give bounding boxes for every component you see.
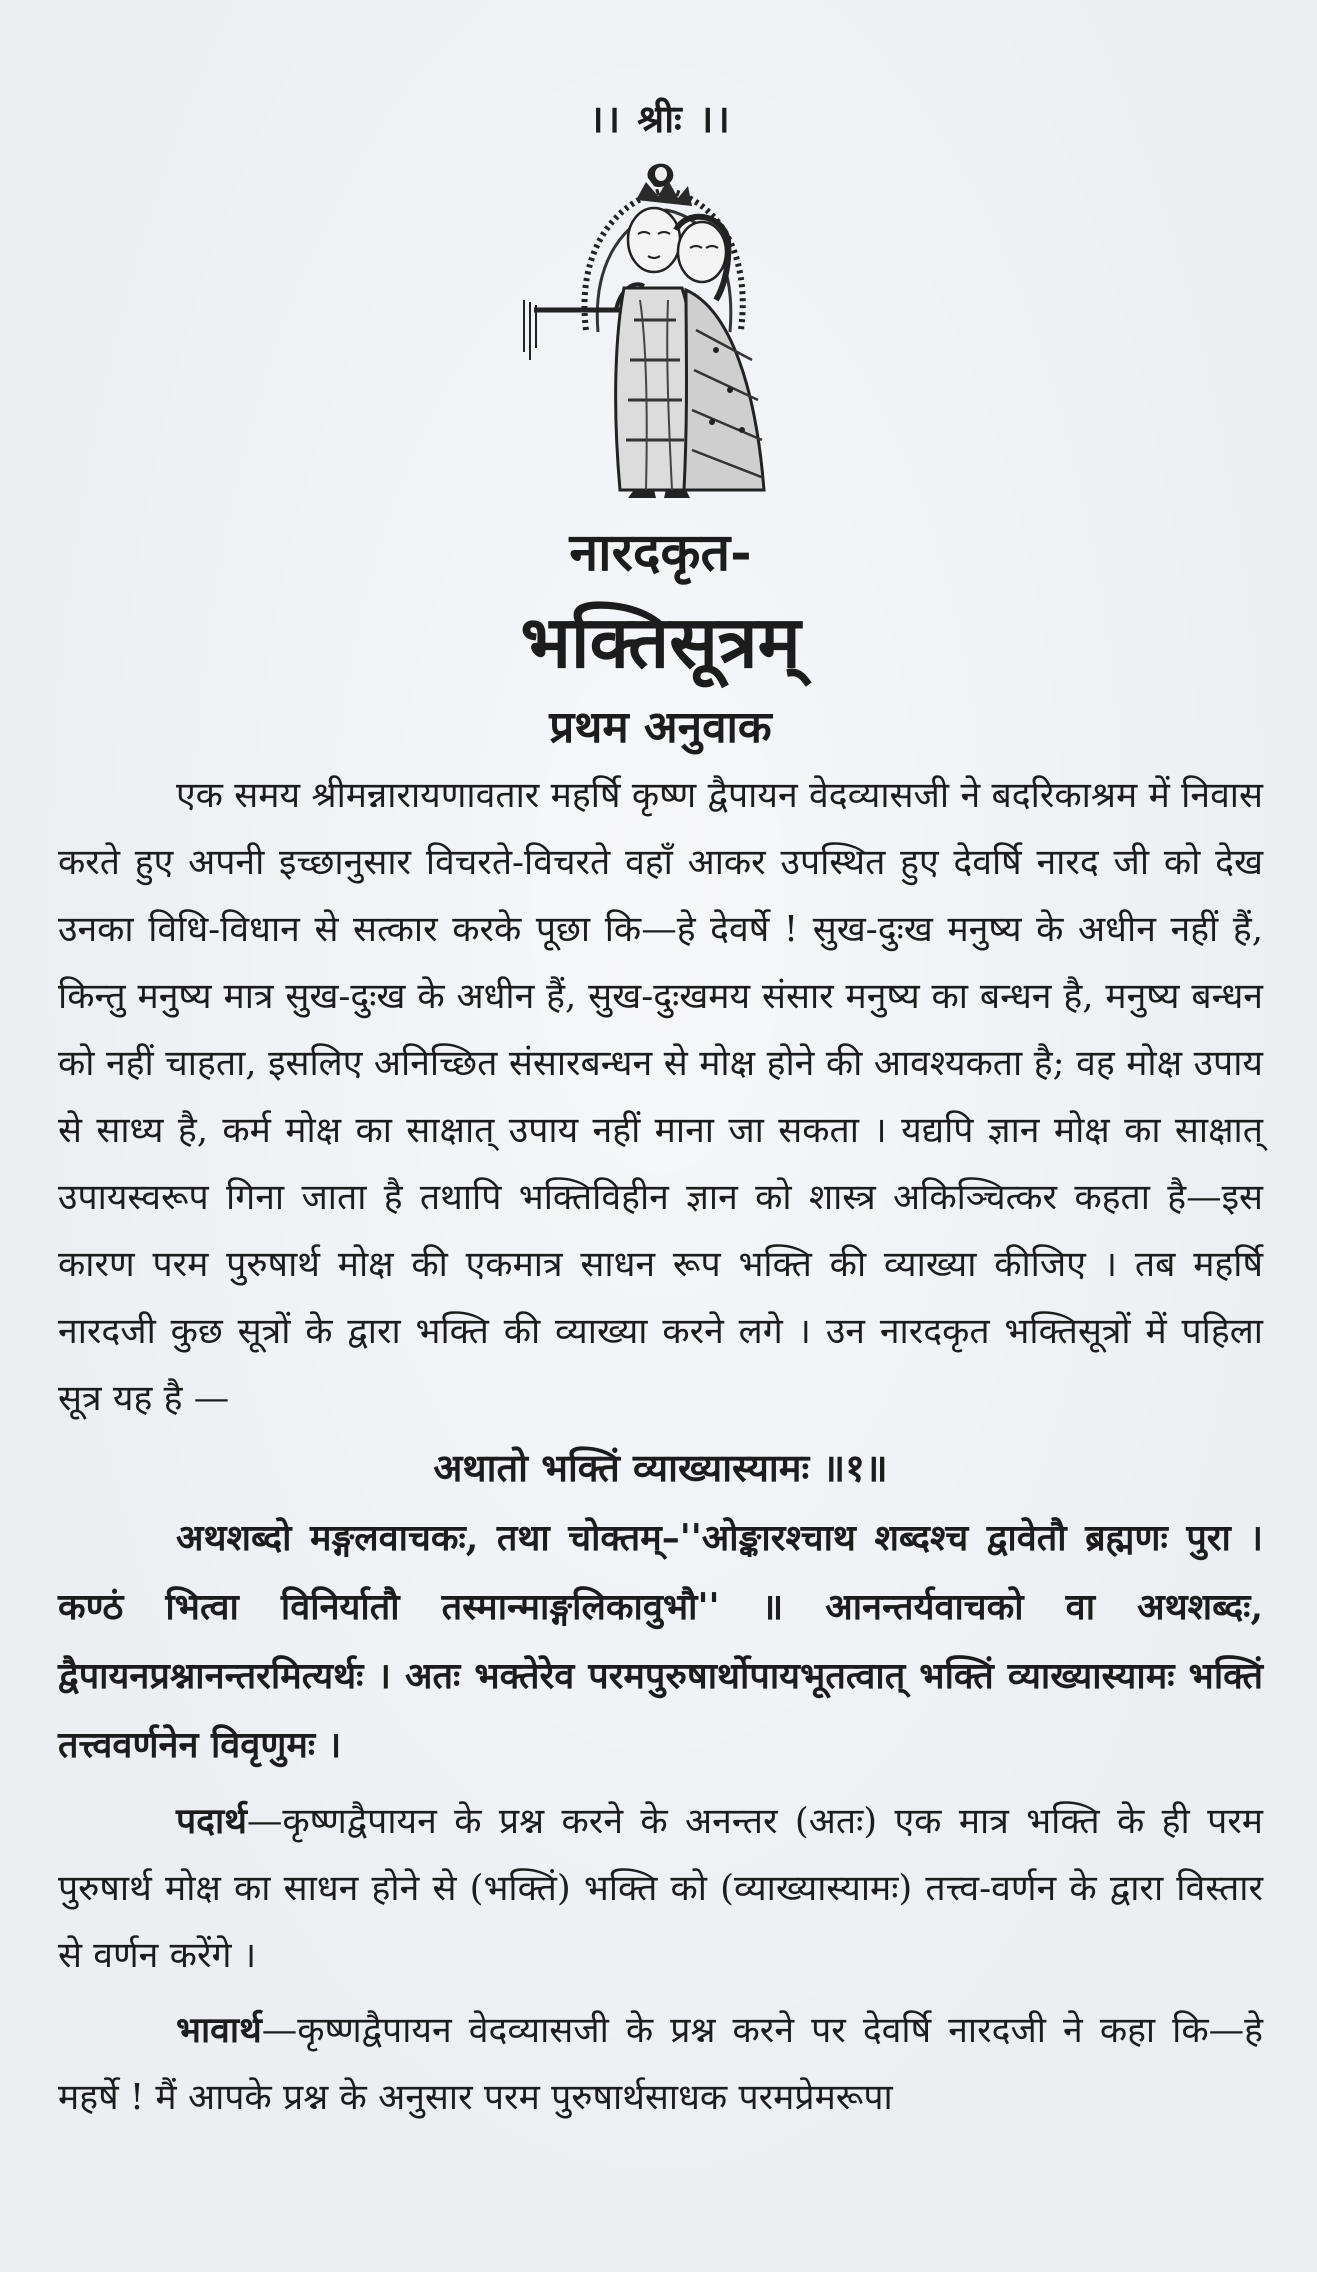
sanskrit-commentary: अथशब्दो मङ्गलवाचकः, तथा चोक्तम्–''ओङ्कारश्चाथ शब्दश्च द्वावेतौ ब्रह्मणः पुरा । कण्ठं भित्वा विनिर्यातौ तस्मान्माङ्गलिकावुभौ'' ॥ आनन्तर्यवाचको वा अथशब्दः, द्वैपायनप्रश्नानन्तरमित्यर्थः । अतः भक्तेरेव परमपुरुषार्थोपायभूतत्वात् भक्तिं व्याख्यास्यामः भक्तिं तत्त्ववर्णनेन विवृणुमः ।: [58, 1517, 1263, 1766]
page-title: भक्तिसूत्रम्: [520, 599, 801, 684]
radha-krishna-illustration: [516, 160, 806, 500]
bhavartha-label: भावार्थ: [176, 2010, 262, 2051]
section-title: प्रथम अनुवाक: [549, 702, 772, 753]
invocation: ।। श्रीः ।।: [589, 96, 732, 141]
padartha-label: पदार्थ: [176, 1801, 247, 1842]
sutra-verse: अथातो भक्तिं व्याख्यास्यामः ॥१॥: [433, 1445, 888, 1490]
bhavartha-paragraph: [58, 1997, 1263, 2131]
title-prefix: नारदकृत-: [569, 522, 752, 583]
bhavartha-text: —कृष्णद्वैपायन वेदव्यासजी के प्रश्न करने पर देवर्षि नारदजी ने कहा कि—हे महर्षे ! मैं आपके प्रश्न के अनुसार परम पुरुषार्थसाधक परमप्रेमरूपा: [58, 2010, 1263, 2118]
padartha-text: —कृष्णद्वैपायन के प्रश्न करने के अनन्तर (अतः) एक मात्र भक्ति के ही परम पुरुषार्थ मोक्ष का साधन होने से (भक्तिं) भक्ति को (व्याख्यास्यामः) तत्त्व-वर्णन के द्वारा विस्तार से वर्णन करेंगे ।: [58, 1801, 1263, 1976]
intro-paragraph: एक समय श्रीमन्नारायणावतार महर्षि कृष्ण द्वैपायन वेदव्यासजी ने बदरिकाश्रम में निवास करते हुए अपनी इच्छानुसार विचरते-विचरते वहाँ आकर उपस्थित हुए देवर्षि नारद जी को देख उनका विधि-विधान से सत्कार करके पूछा कि—हे देवर्षे ! सुख-दुःख मनुष्य के अधीन नहीं हैं, किन्तु मनुष्य मात्र सुख-दुःख के अधीन हैं, सुख-दुःखमय संसार मनुष्य का बन्धन है, मनुष्य बन्धन को नहीं चाहता, इसलिए अनिच्छित संसारबन्धन से मोक्ष होने की आवश्यकता है; वह मोक्ष उपाय से साध्य है, कर्म मोक्ष का साक्षात् उपाय नहीं माना जा सकता । यद्यपि ज्ञान मोक्ष का साक्षात् उपायस्वरूप गिना जाता है तथापि भक्तिविहीन ज्ञान को शास्त्र अकिञ्चित्कर कहता है—इस कारण परम पुरुषार्थ मोक्ष की एकमात्र साधन रूप भक्ति की व्याख्या कीजिए । तब महर्षि नारदजी कुछ सूत्रों के द्वारा भक्ति की व्याख्या करने लगे । उन नारदकृत भक्तिसूत्रों में पहिला सूत्र यह है —: [58, 775, 1263, 1419]
padartha-paragraph: [58, 1788, 1263, 1989]
